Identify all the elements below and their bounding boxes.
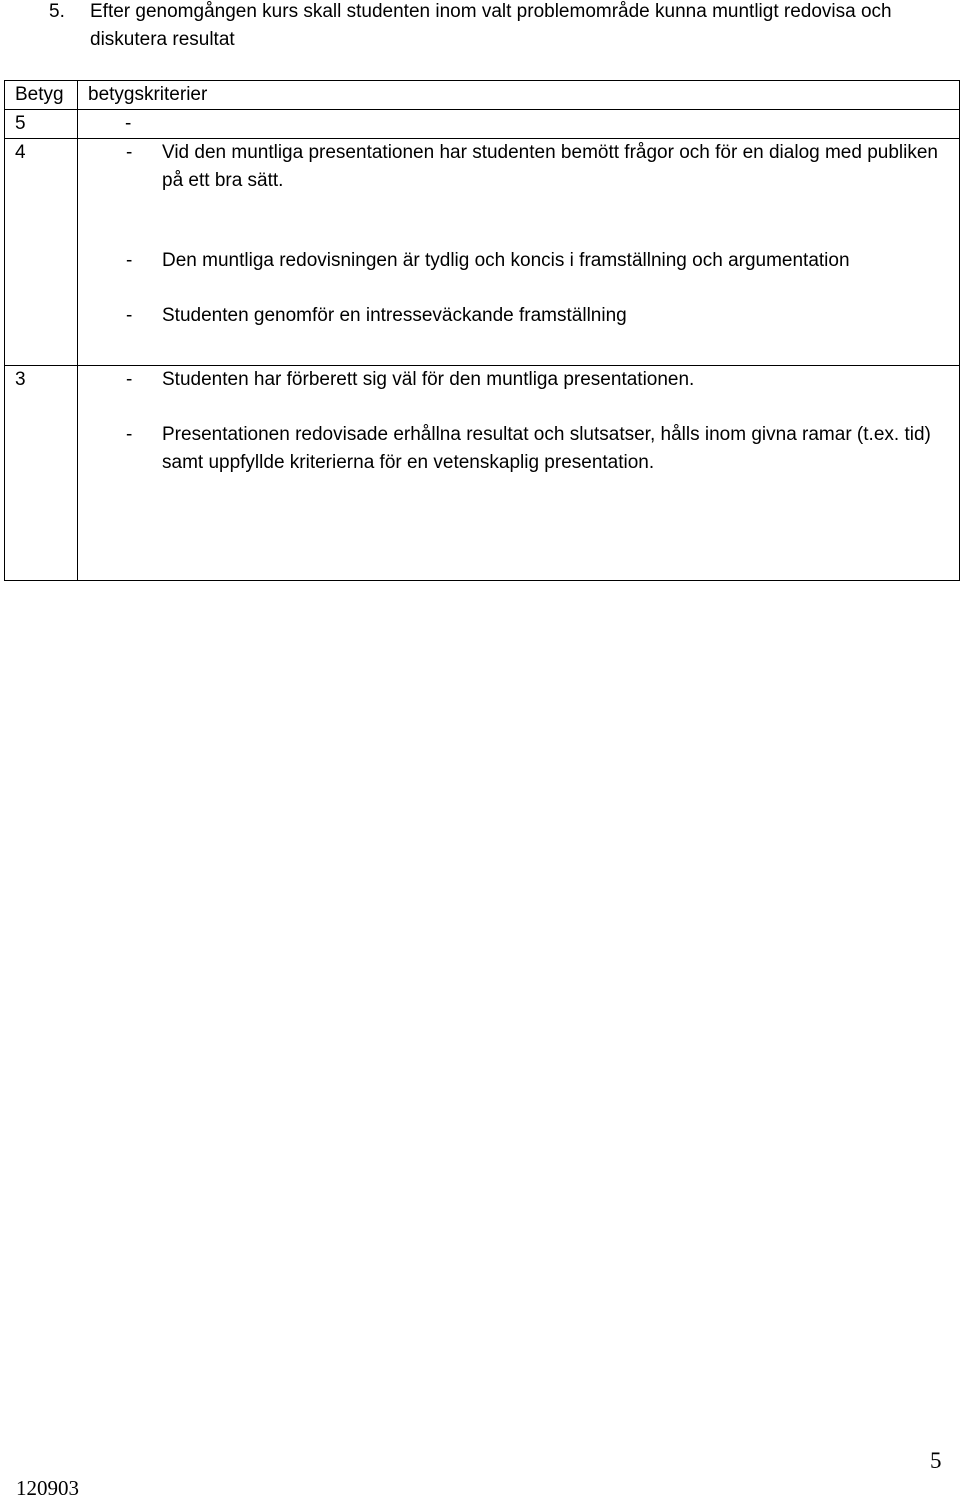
criterion	[78, 421, 959, 477]
footer-date: 120903	[16, 1476, 79, 1500]
bullet-dash: -	[126, 369, 133, 390]
criterion	[78, 247, 959, 275]
grade-value: 3	[5, 366, 78, 581]
bullet-dash: -	[126, 424, 133, 445]
goal-number: 5.	[49, 1, 65, 22]
grade-value: 5	[5, 110, 78, 139]
criteria-cell	[78, 366, 960, 581]
table-header-row	[5, 81, 960, 110]
table-row	[5, 110, 960, 139]
bullet-dash: -	[126, 305, 133, 326]
criterion-text: Den muntliga redovisningen är tydlig och koncis i framställning och argumentation	[162, 250, 850, 271]
criterion	[78, 302, 959, 330]
criterion-text: Presentationen redovisade erhållna resultat och slutsatser, hålls inom givna ramar (t.ex. tid) samt uppfyllde kriterierna för en vetenskaplig presentation.	[162, 424, 931, 473]
criterion	[78, 110, 959, 138]
page-number: 5	[930, 1448, 942, 1473]
goal-text: Efter genomgången kurs skall studenten inom valt problemområde kunna muntligt redovisa och diskutera resultat	[90, 1, 892, 50]
criterion	[78, 139, 959, 195]
table-row	[5, 366, 960, 581]
bullet-dash: -	[126, 250, 133, 271]
criterion-text: Vid den muntliga presentationen har studenten bemött frågor och för en dialog med publiken på ett bra sätt.	[162, 142, 938, 191]
criterion	[78, 366, 959, 394]
criterion-text: Studenten genomför en intresseväckande framställning	[162, 305, 627, 326]
bullet-dash: -	[126, 142, 133, 163]
criterion-text: Studenten har förberett sig väl för den muntliga presentationen.	[162, 369, 695, 390]
bullet-dash: -	[125, 113, 132, 134]
header-criteria: betygskriterier	[78, 81, 960, 110]
header-grade: Betyg	[5, 81, 78, 110]
criteria-cell	[78, 139, 960, 366]
criteria-cell	[78, 110, 960, 139]
table-row	[5, 139, 960, 366]
grading-criteria-table	[4, 80, 960, 581]
grade-value: 4	[5, 139, 78, 366]
